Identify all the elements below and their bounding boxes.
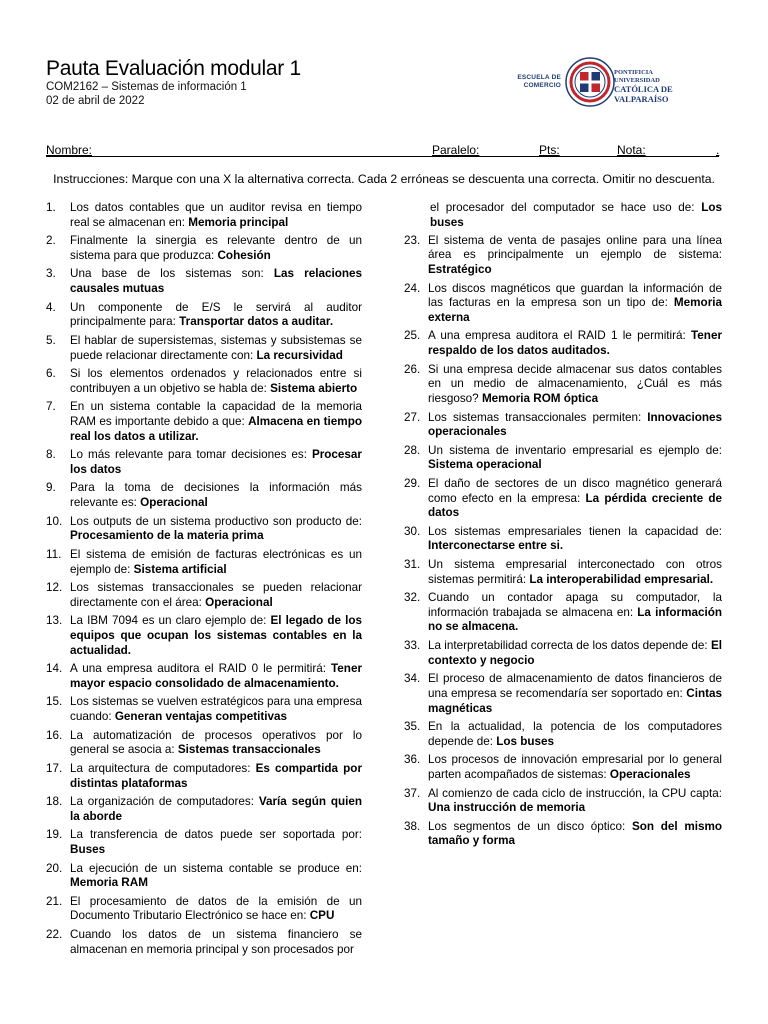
field-nombre-label: Nombre: xyxy=(46,143,93,157)
question-item xyxy=(404,639,722,668)
question-number: 31. xyxy=(404,558,421,572)
question-item xyxy=(46,301,362,330)
field-pts-label: Pts: xyxy=(539,143,560,157)
questions-right-column xyxy=(404,201,722,853)
question-answer: CPU xyxy=(309,909,335,923)
question-number: 5. xyxy=(46,333,56,347)
logo-school-text: ESCUELA DE COMERCIO xyxy=(517,74,561,89)
question-answer: Cohesión xyxy=(217,248,271,262)
question-answer: Buses xyxy=(70,843,106,856)
question-item xyxy=(46,234,362,263)
question-text: La organización de computadores: xyxy=(70,795,259,809)
question-text: A una empresa auditora el RAID 1 le permitirá: xyxy=(428,329,692,343)
question-item xyxy=(46,334,362,363)
university-seal-icon xyxy=(565,57,615,107)
question-text: La automatización de procesos operativos por lo general se asocia a: xyxy=(70,728,362,757)
question-answer: Procesar los datos xyxy=(70,448,362,476)
question-number: 9. xyxy=(46,481,56,495)
question-item xyxy=(404,477,722,521)
question-text: Los procesos de innovación empresarial por lo general parten acompañados de sistemas: xyxy=(428,753,722,781)
question-answer: La información no se almacena. xyxy=(428,605,722,634)
question-item xyxy=(46,729,362,758)
question-text: Si los elementos ordenados y relacionados entre si contribuyen a un objetivo se habla de: xyxy=(70,367,362,395)
question-text: Los datos contables que un auditor revisa en tiempo real se almacenan en: xyxy=(70,201,362,229)
question-number: 19. xyxy=(46,828,63,842)
question-item xyxy=(404,672,722,716)
question-item xyxy=(404,363,722,407)
question-number: 36. xyxy=(404,753,421,767)
question-item xyxy=(46,448,362,477)
question-text: Los outputs de un sistema productivo son producto de: xyxy=(70,514,362,528)
question-text: Cuando los datos de un sistema financiero se almacenan en memoria principal y son procesados por xyxy=(70,928,362,956)
question-item xyxy=(46,581,362,610)
question-text: Una base de los sistemas son: xyxy=(70,267,274,281)
question-answer: Innovaciones operacionales xyxy=(428,410,722,439)
question-answer: Tener mayor espacio consolidado de almacenamiento. xyxy=(70,662,362,690)
question-answer: Sistema operacional xyxy=(428,458,542,472)
question-answer: Sistema artificial xyxy=(133,562,227,576)
question-answer: Memoria externa xyxy=(428,296,722,324)
question-number: 34. xyxy=(404,672,421,686)
question-answer: Transportar datos a auditar. xyxy=(179,315,334,329)
logo-university-text: PONTIFICIA UNIVERSIDAD CATÓLICA DE VALPARAÍSO xyxy=(614,69,673,104)
question-item xyxy=(46,201,362,230)
question-answer: Varía según quien la aborde xyxy=(70,795,362,823)
question-answer: Tener respaldo de los datos auditados. xyxy=(428,329,722,358)
question-text: Un componente de E/S le servirá al auditor principalmente para: xyxy=(70,300,362,329)
question-answer: Procesamiento de la materia prima xyxy=(70,529,264,543)
question-number: 14. xyxy=(46,662,63,676)
question-item xyxy=(46,662,362,691)
question-item xyxy=(404,525,722,554)
question-22-continuation xyxy=(404,201,722,230)
question-text: A una empresa auditora el RAID 0 le permitirá: xyxy=(70,662,332,676)
question-item xyxy=(46,548,362,577)
question-number: 22. xyxy=(46,928,63,942)
question-text: La ejecución de un sistema contable se produce en: xyxy=(70,861,362,875)
question-item xyxy=(46,895,362,924)
question-number: 2. xyxy=(46,234,56,248)
field-nota-label: Nota: xyxy=(617,143,646,157)
question-item xyxy=(46,400,362,444)
question-answer: Operacional xyxy=(205,595,273,609)
question-item xyxy=(404,444,722,473)
question-item xyxy=(404,411,722,440)
page-title: Pauta Evaluación modular 1 xyxy=(46,57,301,80)
question-text: Finalmente la sinergia es relevante dentro de un sistema para que produzca: xyxy=(70,234,362,262)
question-text: El sistema de emisión de facturas electrónicas es un ejemplo de: xyxy=(70,547,362,576)
question-answer: Memoria principal xyxy=(188,215,289,229)
question-text: Si una empresa decide almacenar sus datos contables en un medio de almacenamiento, ¿Cuál es más riesgoso? xyxy=(428,362,722,405)
question-number: 30. xyxy=(404,524,421,538)
questions-left-column xyxy=(46,201,362,961)
question-text: El hablar de supersistemas, sistemas y subsistemas se puede relacionar directamente con: xyxy=(70,333,362,362)
question-text: Los discos magnéticos que guardan la información de las facturas en la empresa son un tipo de: xyxy=(428,281,722,310)
question-answer: La pérdida creciente de datos xyxy=(428,491,722,520)
question-number: 35. xyxy=(404,720,421,734)
question-item xyxy=(46,795,362,824)
question-answer: Una instrucción de memoria xyxy=(428,801,586,815)
question-item xyxy=(404,282,722,326)
field-paralelo-label: Paralelo: xyxy=(432,143,480,157)
question-text: El daño de sectores de un disco magnético generará como efecto en la empresa: xyxy=(428,476,722,505)
question-number: 28. xyxy=(404,443,421,457)
question-answer: Los buses xyxy=(496,734,555,748)
question-number: 25. xyxy=(404,329,421,343)
question-number: 12. xyxy=(46,581,63,595)
question-text: Lo más relevante para tomar decisiones es: xyxy=(70,448,312,462)
question-number: 15. xyxy=(46,695,63,709)
question-item xyxy=(404,558,722,587)
question-item xyxy=(46,614,362,658)
question-item xyxy=(404,820,722,849)
university-logo xyxy=(507,56,677,114)
question-number: 18. xyxy=(46,795,63,809)
question-text: En un sistema contable la capacidad de la memoria RAM es importante debido a que: xyxy=(70,400,362,428)
question-number: 37. xyxy=(404,786,421,800)
question-text: La IBM 7094 es un claro ejemplo de: xyxy=(70,614,271,628)
question-item xyxy=(46,862,362,891)
question-item xyxy=(46,481,362,510)
question-answer: Sistemas transaccionales xyxy=(177,743,321,757)
question-number: 11. xyxy=(46,547,62,561)
question-text: Un sistema de inventario empresarial es ejemplo de: xyxy=(428,443,722,457)
question-item xyxy=(46,762,362,791)
question-answer: Cintas magnéticas xyxy=(428,686,722,715)
question-text: Cuando un contador apaga su computador, la información trabajada se almacena en: xyxy=(428,591,722,619)
question-item xyxy=(46,828,362,857)
question-item xyxy=(404,234,722,278)
question-text: El procesamiento de datos de la emisión de un Documento Tributario Electrónico se hace en: xyxy=(70,894,362,923)
question-item xyxy=(404,720,722,749)
question-answer: Operacionales xyxy=(609,767,691,781)
question-number: 1. xyxy=(46,201,56,214)
question-number: 23. xyxy=(404,233,421,247)
question-answer: Interconectarse entre si. xyxy=(428,539,564,553)
question-answer: Los buses xyxy=(430,201,722,229)
question-item xyxy=(46,367,362,396)
exam-date: 02 de abril de 2022 xyxy=(46,95,145,107)
question-number: 6. xyxy=(46,367,56,381)
question-number: 21. xyxy=(46,894,63,908)
question-item xyxy=(46,695,362,724)
question-text: Al comienzo de cada ciclo de instrucción, la CPU capta: xyxy=(428,786,722,800)
question-text: La interpretabilidad correcta de los datos depende de: xyxy=(428,639,711,653)
question-text: Para la toma de decisiones la información más relevante es: xyxy=(70,481,362,510)
question-number: 27. xyxy=(404,410,421,424)
question-text: Un sistema empresarial interconectado con otros sistemas permitirá: xyxy=(428,558,722,586)
instructions: Instrucciones: Marque con una X la alternativa correcta. Cada 2 erróneas se descuenta una correcta. Omitir no descuenta. xyxy=(53,172,715,186)
question-number: 29. xyxy=(404,476,421,490)
question-answer: El contexto y negocio xyxy=(428,639,722,667)
question-number: 24. xyxy=(404,281,421,295)
question-answer: Operacional xyxy=(140,496,208,510)
question-number: 4. xyxy=(46,300,56,314)
question-item xyxy=(404,591,722,635)
question-item xyxy=(46,267,362,296)
question-item xyxy=(404,787,722,816)
question-number: 3. xyxy=(46,267,56,281)
field-end-dot: . xyxy=(716,143,720,157)
question-number: 17. xyxy=(46,761,63,775)
question-number: 7. xyxy=(46,400,56,414)
question-answer: Almacena en tiempo real los datos a utilizar. xyxy=(70,415,362,443)
question-answer: El legado de los equipos que ocupan los sistemas contables en la actualidad. xyxy=(70,614,362,657)
question-answer: Las relaciones causales mutuas xyxy=(70,267,362,296)
question-text: El sistema de venta de pasajes online para una línea área es principalmente un ejemplo de sistema: xyxy=(428,233,722,262)
question-item xyxy=(46,928,362,957)
question-number: 38. xyxy=(404,819,421,833)
question-text: el procesador del computador se hace uso de: xyxy=(430,201,702,214)
question-text: Los segmentos de un disco óptico: xyxy=(428,819,632,833)
question-item xyxy=(46,515,362,544)
question-answer: Sistema abierto xyxy=(270,381,358,395)
question-answer: Es compartida por distintas plataformas xyxy=(70,761,362,790)
question-number: 32. xyxy=(404,591,421,605)
question-text: El proceso de almacenamiento de datos financieros de una empresa se recomendaría ser soportado en: xyxy=(428,672,722,700)
question-answer: Memoria RAM xyxy=(70,876,148,890)
question-answer: Son del mismo tamaño y forma xyxy=(428,819,722,848)
question-number: 16. xyxy=(46,728,63,742)
question-number: 20. xyxy=(46,861,63,875)
question-text: La arquitectura de computadores: xyxy=(70,761,256,775)
question-text: Los sistemas empresariales tienen la capacidad de: xyxy=(428,524,722,538)
question-number: 10. xyxy=(46,514,63,528)
question-answer: La recursividad xyxy=(256,348,343,362)
question-number: 33. xyxy=(404,639,421,653)
question-answer: La interoperabilidad empresarial. xyxy=(529,572,714,586)
question-number: 8. xyxy=(46,448,56,462)
question-item xyxy=(404,753,722,782)
course-name: COM2162 – Sistemas de información 1 xyxy=(46,81,247,93)
question-answer: Estratégico xyxy=(428,262,492,276)
question-text: Los sistemas transaccionales permiten: xyxy=(428,410,648,424)
question-number: 26. xyxy=(404,362,421,376)
question-answer: Generan ventajas competitivas xyxy=(114,710,287,724)
question-item xyxy=(404,329,722,358)
question-number: 13. xyxy=(46,614,63,628)
question-answer: Memoria ROM óptica xyxy=(481,391,599,405)
question-text: Los sistemas transaccionales se pueden relacionar directamente con el área: xyxy=(70,581,362,609)
question-text: La transferencia de datos puede ser soportada por: xyxy=(70,828,362,842)
question-text: En la actualidad, la potencia de los computadores depende de: xyxy=(428,720,722,748)
question-text: Los sistemas se vuelven estratégicos para una empresa cuando: xyxy=(70,695,362,724)
